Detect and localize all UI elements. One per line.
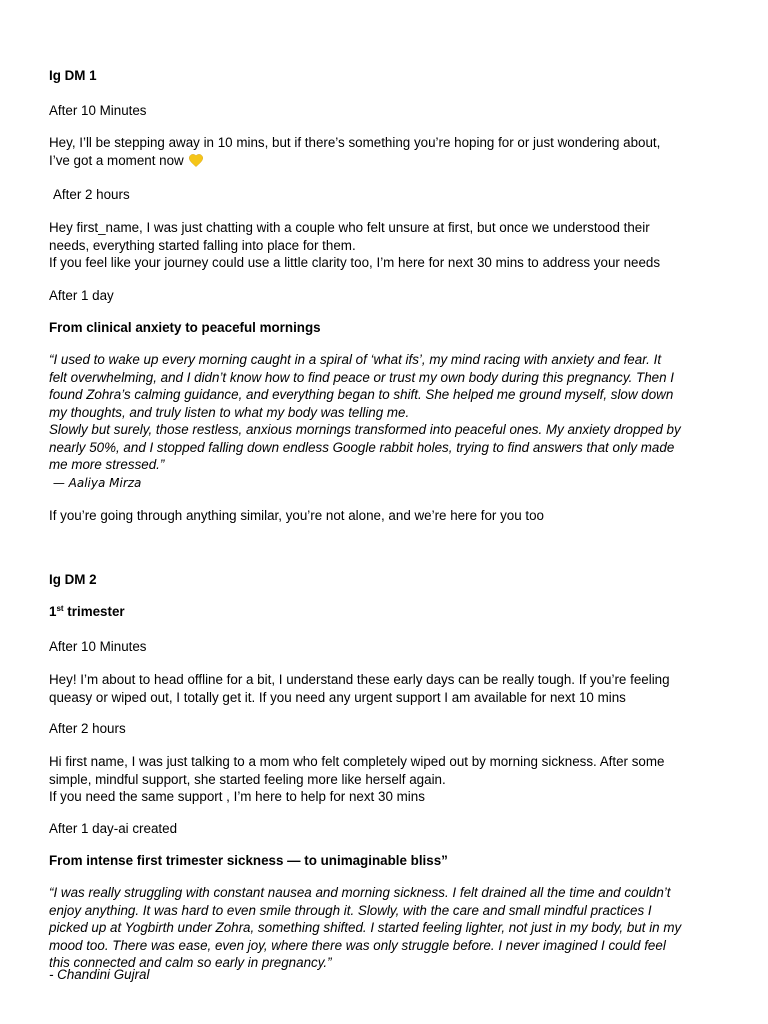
dm1-testimonial-quote: [49, 351, 729, 474]
quote-line: Slowly but surely, those restless, anxious mornings transformed into peaceful ones. My anxiety dropped by: [49, 422, 681, 437]
quote-line: found Zohra’s calming guidance, and everything began to shift. She helped me ground myself, slow down: [49, 387, 674, 402]
text-line: [49, 219, 729, 237]
dm2-after-10-message: [49, 671, 729, 706]
text-line: If you feel like your journey could use a little clarity too, I’m here for next 30 mins to address your needs: [49, 255, 661, 270]
trimester-number: 1: [49, 604, 57, 619]
dm1-story-title: From clinical anxiety to peaceful mornings: [49, 320, 321, 335]
quote-line: nearly 50%, and I stopped falling down endless Google rabbit holes, trying to find answers that only made: [49, 439, 675, 455]
dm1-heading: Ig DM 1: [49, 68, 97, 83]
first-name-placeholder: Hey first_name: [49, 220, 140, 235]
text-line: needs, everything started falling into place for them.: [49, 237, 356, 253]
dm1-after-2h-message: [49, 219, 729, 272]
dm1-testimonial-signature: — Aaliya Mirza: [49, 476, 142, 490]
heart-shape: [190, 154, 203, 166]
trimester-superscript: st: [56, 604, 64, 613]
text-line: simple, mindful support, she started feeling more like herself again.: [49, 771, 446, 787]
quote-line: this connected and calm so early in pregnancy.”: [49, 955, 332, 970]
dm1-after-10-label: After 10 Minutes: [49, 103, 147, 118]
text-line: queasy or wiped out, I totally get it. If you need any urgent support I am available for next 10 mins: [49, 689, 626, 705]
trimester-word: trimester: [63, 604, 125, 619]
dm2-after-2h-message: [49, 753, 729, 806]
dm2-testimonial-quote: [49, 884, 729, 972]
text-line-content: , I was just chatting with a couple who felt unsure at first, but once we understood their: [139, 220, 650, 235]
quote-line: mood too. There was ease, even joy, where there was only struggle before. I never imagined I could feel: [49, 937, 666, 953]
text-line: [49, 152, 729, 170]
dm2-trimester-heading: [49, 603, 729, 621]
quote-line: my thoughts, and truly listen to what my body was telling me.: [49, 404, 410, 420]
text-line: Hi first name, I was just talking to a mom who felt completely wiped out by morning sickness. After some: [49, 754, 665, 769]
dm2-heading: Ig DM 2: [49, 572, 97, 587]
quote-line: “I used to wake up every morning caught in a spiral of ‘what ifs’, my mind racing with anxiety and fear. It: [49, 352, 662, 367]
dm2-after-2h-label: After 2 hours: [49, 721, 126, 736]
quote-line: enjoy anything. It was hard to even smile through it. Slowly, with the care and small mindful practices I: [49, 902, 652, 918]
dm1-after-2h-label: After 2 hours: [53, 187, 130, 202]
quote-line: felt overwhelming, and I didn’t know how to find peace or trust my own body during this pregnancy. Then I: [49, 369, 674, 385]
text-line: Hey! I’m about to head offline for a bit, I understand these early days can be really tough. If you’re feeling: [49, 672, 670, 687]
dm2-after-1d-label: After 1 day-ai created: [49, 821, 178, 836]
text-line: If you need the same support , I’m here to help for next 30 mins: [49, 789, 425, 804]
dm2-story-title: From intense first trimester sickness — to unimaginable bliss”: [49, 853, 448, 868]
dm2-after-10-label: After 10 Minutes: [49, 639, 147, 654]
text-line-content: I’ve got a moment now: [49, 152, 184, 168]
yellow-heart-icon: [189, 154, 203, 167]
quote-line: me more stressed.”: [49, 457, 165, 472]
text-line: Hey, I’ll be stepping away in 10 mins, but if there’s something you’re hoping for or just wondering about,: [49, 135, 661, 150]
dm1-closing-line: If you’re going through anything similar, you’re not alone, and we’re here for you too: [49, 508, 545, 523]
dm1-after-10-message: [49, 134, 729, 169]
dm1-after-1d-label: After 1 day: [49, 288, 114, 303]
dm2-testimonial-signature: - Chandini Gujral: [49, 967, 150, 982]
quote-line: picked up at Yogbirth under Zohra, something shifted. I started feeling lighter, not just in my body, but in my: [49, 920, 682, 935]
quote-line: “I was really struggling with constant nausea and morning sickness. I felt drained all the time and couldn’t: [49, 885, 671, 900]
